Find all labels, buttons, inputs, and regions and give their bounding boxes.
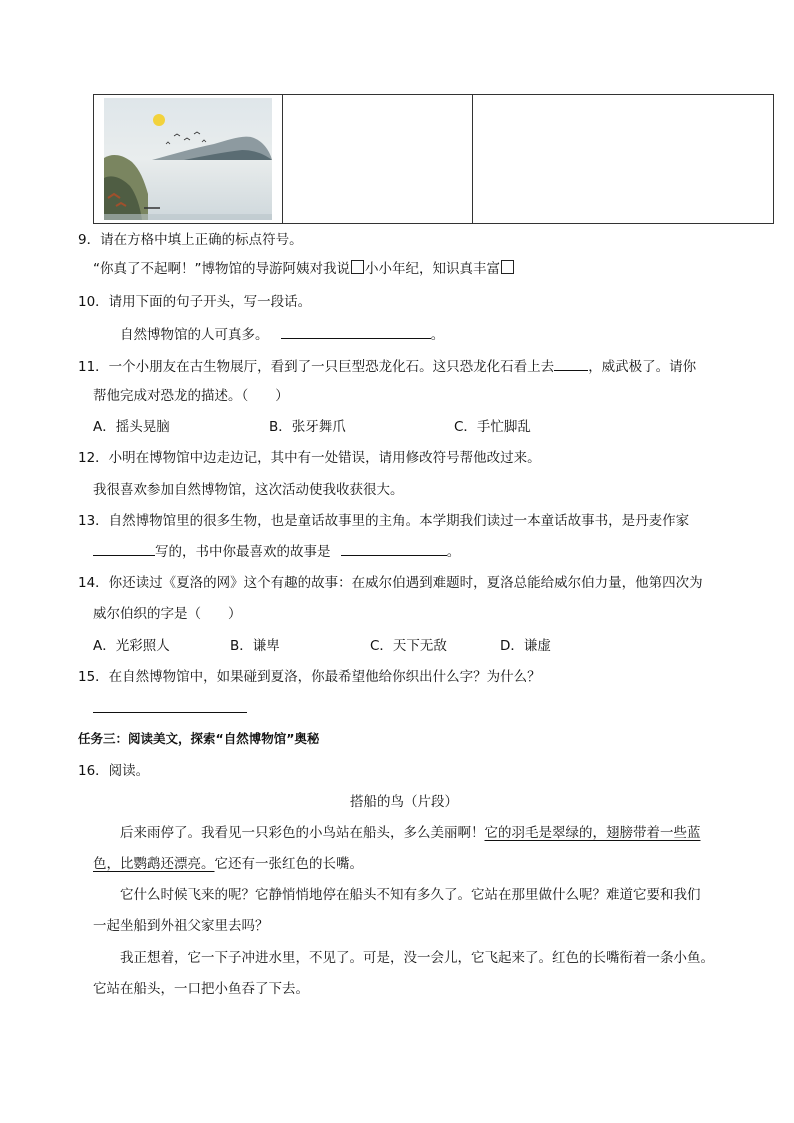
landscape-painting bbox=[104, 98, 272, 220]
q13-answer-line bbox=[93, 541, 460, 562]
passage-p1-line2 bbox=[93, 854, 363, 874]
q13-prompt: 13．自然博物馆里的很多生物，也是童话故事里的主角。本学期我们读过一本童话故事书，是丹麦作家 bbox=[78, 513, 690, 529]
passage-p2-line1: 它什么时候飞来的呢？它静悄悄地停在船头不知有多久了。它站在那里做什么呢？难道它要和我们 bbox=[120, 887, 701, 903]
q14-option-c[interactable]: C．天下无敌 bbox=[370, 638, 447, 654]
q13-mid: 写的，书中你最喜欢的故事是 bbox=[155, 544, 331, 560]
q11-prompt-c: 帮他完成对恐龙的描述。（ ） bbox=[93, 388, 289, 404]
passage-p3-line1: 我正想着，它一下子冲进水里，不见了。可是，没一会儿，它飞起来了。红色的长嘴衔着一条小鱼。 bbox=[120, 950, 714, 966]
q14-prompt-b: 威尔伯织的字是（ ） bbox=[93, 606, 242, 622]
passage-p3-line2: 它站在船头，一口把小鱼吞了下去。 bbox=[93, 981, 309, 997]
q13-end: 。 bbox=[446, 544, 461, 560]
task3-heading: 任务三：阅读美文，探索“自然博物馆”奥秘 bbox=[78, 731, 320, 746]
q11-option-b[interactable]: B．张牙舞爪 bbox=[269, 419, 346, 435]
q12-prompt: 12．小明在博物馆中边走边记，其中有一处错误，请用修改符号帮他改过来。 bbox=[78, 450, 541, 466]
p1-underlined-end: 色，比鹦鹉还漂亮。 bbox=[93, 856, 215, 872]
punctuation-box[interactable] bbox=[351, 260, 364, 274]
p1-underlined: 它的羽毛是翠绿的，翅膀带着一些蓝 bbox=[484, 825, 701, 841]
q14-option-d[interactable]: D．谦虚 bbox=[500, 638, 551, 654]
q11-option-c[interactable]: C．手忙脚乱 bbox=[454, 419, 531, 435]
q11-prompt-b: ，威武极了。请你 bbox=[588, 359, 697, 375]
q9-sentence-part-b: 小小年纪，知识真丰富 bbox=[365, 261, 500, 277]
q15-answer-blank[interactable] bbox=[93, 712, 247, 713]
passage-p2-line2: 一起坐船到外祖父家里去吗？ bbox=[93, 918, 269, 934]
q14-option-b[interactable]: B．谦卑 bbox=[230, 638, 280, 654]
q14-prompt-a: 14．你还读过《夏洛的网》这个有趣的故事：在威尔伯遇到难题时，夏洛总能给威尔伯力量，他第四次为 bbox=[78, 575, 703, 591]
q10-lead: 自然博物馆的人可真多。 bbox=[120, 327, 269, 343]
picture-table bbox=[93, 94, 774, 224]
q11-prompt-a: 11．一个小朋友在古生物展厅，看到了一只巨型恐龙化石。这只恐龙化石看上去 bbox=[78, 359, 555, 375]
q13-story-blank[interactable] bbox=[341, 541, 447, 556]
q16-prompt: 16．阅读。 bbox=[78, 763, 150, 779]
q9-prompt: 9．请在方格中填上正确的标点符号。 bbox=[78, 232, 303, 248]
p1-text-end: 它还有一张红色的长嘴。 bbox=[214, 856, 363, 872]
q11-blank[interactable] bbox=[554, 356, 588, 371]
q13-author-blank[interactable] bbox=[93, 541, 155, 556]
q10-prompt: 10．请用下面的句子开头，写一段话。 bbox=[78, 294, 312, 310]
q9-sentence bbox=[93, 259, 515, 279]
picture-cell bbox=[94, 95, 283, 224]
punctuation-box[interactable] bbox=[501, 260, 514, 274]
q11-prompt bbox=[78, 356, 696, 377]
empty-cell bbox=[283, 95, 473, 224]
q10-end: 。 bbox=[430, 327, 445, 343]
q14-option-a[interactable]: A．光彩照人 bbox=[93, 638, 170, 654]
q10-blank[interactable] bbox=[281, 324, 431, 339]
q9-sentence-part-a: “你真了不起啊！”博物馆的导游阿姨对我说 bbox=[93, 261, 350, 277]
p1-text: 后来雨停了。我看见一只彩色的小鸟站在船头，多么美丽啊！ bbox=[120, 825, 485, 841]
q12-sentence[interactable]: 我很喜欢参加自然博物馆，这次活动使我收获很大。 bbox=[93, 482, 404, 498]
q11-option-a[interactable]: A．摇头晃脑 bbox=[93, 419, 170, 435]
passage-p1-line1 bbox=[120, 823, 701, 843]
q15-prompt: 15．在自然博物馆中，如果碰到夏洛，你最希望他给你织出什么字？为什么？ bbox=[78, 669, 541, 685]
empty-cell bbox=[473, 95, 774, 224]
passage-title: 搭船的鸟（片段） bbox=[350, 794, 458, 810]
q10-answer-line bbox=[120, 324, 444, 345]
